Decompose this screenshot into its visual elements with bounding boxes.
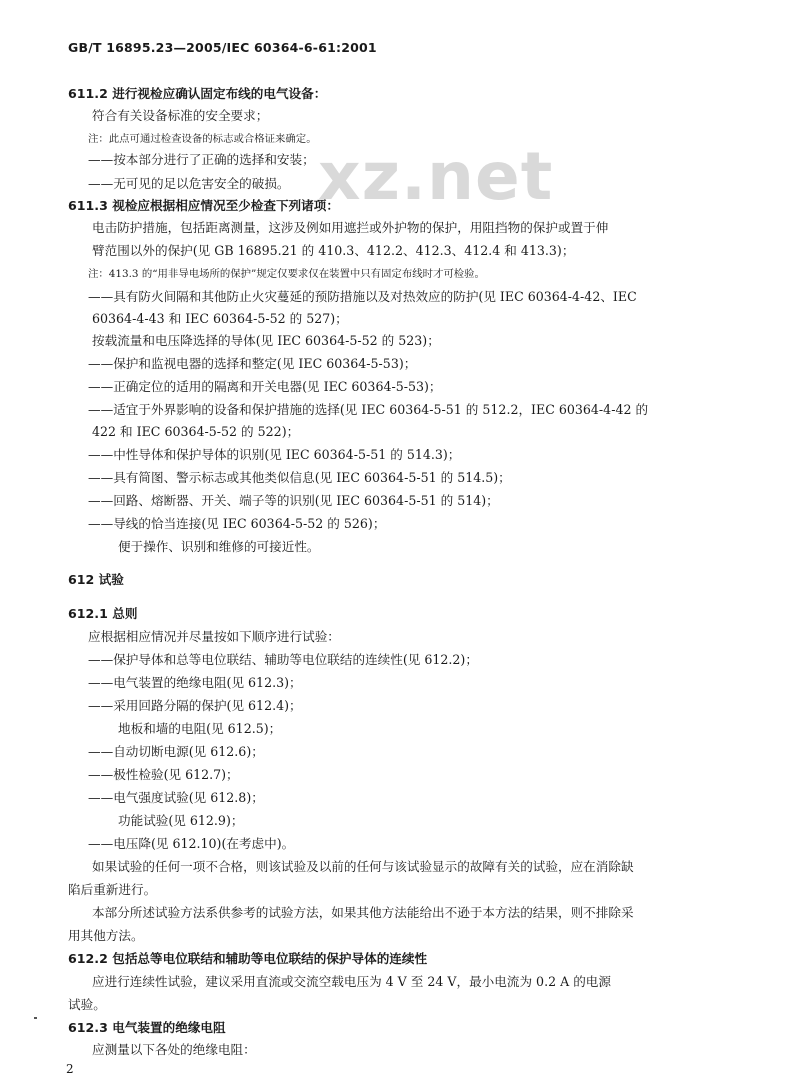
list-item: ——自动切断电源(见 612.6)； xyxy=(88,744,264,759)
body-text: 应测量以下各处的绝缘电阻： xyxy=(92,1042,256,1057)
list-item: ——具有防火间隔和其他防止火灾蔓延的预防措施以及对热效应的防护(见 IEC 60364-4-42、IEC xyxy=(88,289,637,304)
list-item: ——回路、熔断器、开关、端子等的识别(见 IEC 60364-5-51 的 514)； xyxy=(88,493,499,508)
clause-611-2: 611.2 进行视检应确认固定布线的电气设备： xyxy=(68,86,327,101)
note-text: 注：此点可通过检查设备的标志或合格证来确定。 xyxy=(88,133,317,145)
watermark-text: xz.net xyxy=(318,138,554,215)
note-text: 注：413.3 的“用非导电场所的保护”规定仅要求仅在装置中只有固定布线时才可检验。 xyxy=(88,268,485,280)
list-item: ——按本部分进行了正确的选择和安装； xyxy=(88,152,315,167)
page-header: GB/T 16895.23—2005/IEC 60364-6-61:2001 xyxy=(68,40,377,55)
list-item: ——电气强度试验(见 612.8)； xyxy=(88,790,264,805)
section-612: 612 试验 xyxy=(68,572,124,587)
clause-611-3: 611.3 视检应根据相应情况至少检查下列诸项： xyxy=(68,198,339,213)
list-item: ——中性导体和保护导体的识别(见 IEC 60364-5-51 的 514.3)； xyxy=(88,447,461,462)
body-text: 电击防护措施，包括距离测量，这涉及例如用遮拦或外护物的保护，用阻挡物的保护或置于伸 xyxy=(92,220,609,235)
list-item-continuation: 422 和 IEC 60364-5-52 的 522)； xyxy=(92,424,300,439)
body-text: 陷后重新进行。 xyxy=(68,882,157,897)
list-item: ——电气装置的绝缘电阻(见 612.3)； xyxy=(88,675,302,690)
scan-speck xyxy=(34,1017,37,1019)
list-item: ——正确定位的适用的隔离和开关电器(见 IEC 60364-5-53)； xyxy=(88,379,442,394)
list-item: ——采用回路分隔的保护(见 612.4)； xyxy=(88,698,302,713)
body-text: 地板和墙的电阻(见 612.5)； xyxy=(118,721,282,736)
clause-612-3: 612.3 电气装置的绝缘电阻 xyxy=(68,1020,226,1035)
body-text: 臂范围以外的保护(见 GB 16895.21 的 410.3、412.2、412.3、412.4 和 413.3)； xyxy=(92,243,575,258)
body-text: 应进行连续性试验，建议采用直流或交流空载电压为 4 V 至 24 V，最小电流为 0.2 A 的电源 xyxy=(92,974,611,989)
list-item: ——电压降(见 612.10)(在考虑中)。 xyxy=(88,836,295,851)
list-item-continuation: 60364-4-43 和 IEC 60364-5-52 的 527)； xyxy=(92,311,348,326)
body-text: 功能试验(见 612.9)； xyxy=(118,813,244,828)
body-text: 符合有关设备标准的安全要求； xyxy=(92,108,269,123)
clause-612-1: 612.1 总则 xyxy=(68,606,138,621)
body-text: 用其他方法。 xyxy=(68,928,144,943)
body-text: 应根据相应情况并尽量按如下顺序进行试验： xyxy=(88,629,340,644)
page-number: 2 xyxy=(66,1062,74,1076)
list-item: ——极性检验(见 612.7)； xyxy=(88,767,239,782)
body-text: 按载流量和电压降选择的导体(见 IEC 60364-5-52 的 523)； xyxy=(92,333,440,348)
body-text: 便于操作、识别和维修的可接近性。 xyxy=(118,539,320,554)
clause-612-2: 612.2 包括总等电位联结和辅助等电位联结的保护导体的连续性 xyxy=(68,951,428,966)
list-item: ——适宜于外界影响的设备和保护措施的选择(见 IEC 60364-5-51 的 512.2，IEC 60364-4-42 的 xyxy=(88,402,649,417)
list-item: ——保护导体和总等电位联结、辅助等电位联结的连续性(见 612.2)； xyxy=(88,652,478,667)
body-text: 试验。 xyxy=(68,997,106,1012)
list-item: ——导线的恰当连接(见 IEC 60364-5-52 的 526)； xyxy=(88,516,386,531)
body-text: 本部分所述试验方法系供参考的试验方法，如果其他方法能给出不逊于本方法的结果，则不排除采 xyxy=(92,905,634,920)
body-text: 如果试验的任何一项不合格，则该试验及以前的任何与该试验显示的故障有关的试验，应在消除缺 xyxy=(92,859,634,874)
list-item: ——无可见的足以危害安全的破损。 xyxy=(88,176,290,191)
list-item: ——保护和监视电器的选择和整定(见 IEC 60364-5-53)； xyxy=(88,356,417,371)
list-item: ——具有简图、警示标志或其他类似信息(见 IEC 60364-5-51 的 514.5)； xyxy=(88,470,511,485)
